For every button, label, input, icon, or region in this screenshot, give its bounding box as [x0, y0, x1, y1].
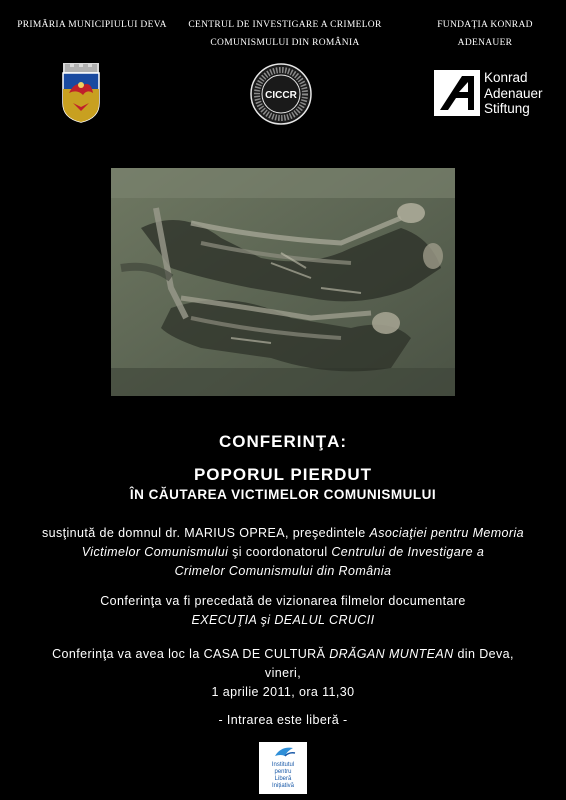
- kas-logo-line3: Stiftung: [484, 101, 530, 116]
- org-kas-label-line2: ADENAUER: [457, 38, 513, 48]
- center-name-part1: Centrului de Investigare a: [331, 545, 485, 559]
- event-date-time: 1 aprilie 2011, ora 11,30: [211, 685, 355, 699]
- venue-name: DRĂGAN MUNTEAN: [329, 647, 454, 661]
- ciccr-logo-label: CICCR: [265, 90, 297, 101]
- event-day: vineri,: [264, 666, 302, 680]
- kas-logo-line2: Adenauer: [484, 85, 543, 101]
- association-name-part2: Victimelor Comunismului: [81, 545, 229, 559]
- conference-heading: CONFERINŢA:: [218, 432, 348, 451]
- kas-logo-mark: [434, 70, 480, 116]
- ipli-line4: Inițiativă: [271, 783, 294, 789]
- venue-intro: Conferinţa va avea loc la CASA DE CULTURĂ: [52, 647, 330, 661]
- ipli-line2: pentru: [274, 769, 292, 775]
- speaker-intro: susţinută de domnul dr. MARIUS OPREA, preşedintele: [41, 526, 370, 540]
- ipli-line3: Liberă: [274, 776, 292, 782]
- kas-logo: [434, 70, 554, 118]
- venue-city: din Deva,: [453, 647, 514, 661]
- excavation-photo: [111, 168, 455, 396]
- ipli-line1: Institutul: [271, 762, 295, 768]
- speaker-role: şi coordonatorul: [228, 545, 332, 559]
- venue-paragraph: [0, 645, 566, 702]
- conference-subtitle: ÎN CĂUTAREA VICTIMELOR COMUNISMULUI: [129, 487, 437, 502]
- venue-line: [0, 645, 566, 664]
- org-primaria-deva: [12, 16, 172, 34]
- speaker-line2: [0, 543, 566, 562]
- films-intro: Conferinţa va fi precedată de vizionarea filmelor documentare: [100, 594, 466, 608]
- bird-icon: [259, 742, 307, 762]
- speaker-line1: [0, 524, 566, 543]
- org-ciccr: [185, 16, 385, 52]
- center-name-part2: Crimelor Comunismului din România: [174, 564, 392, 578]
- org-kas: [420, 16, 550, 52]
- org-ciccr-label-line2: COMUNISMULUI DIN ROMÂNIA: [210, 38, 360, 48]
- org-kas-label-line1: FUNDAȚIA KONRAD: [437, 20, 533, 30]
- org-primaria-label: PRIMĂRIA MUNICIPIULUI DEVA: [17, 20, 167, 30]
- org-ciccr-label-line1: CENTRUL DE INVESTIGARE A CRIMELOR: [188, 20, 382, 30]
- ipli-logo: [259, 742, 307, 794]
- conference-title: POPORUL PIERDUT: [193, 465, 373, 484]
- kas-logo-line1: Konrad: [484, 70, 528, 85]
- films-titles: EXECUŢIA şi DEALUL CRUCII: [191, 613, 375, 627]
- deva-coat-of-arms-logo: [61, 63, 101, 123]
- association-name-part1: Asociaţiei pentru Memoria: [369, 526, 524, 540]
- speaker-paragraph: [0, 524, 566, 581]
- films-paragraph: [0, 592, 566, 630]
- free-entry-note: - Intrarea este liberă -: [218, 713, 348, 727]
- ciccr-logo: [250, 63, 312, 125]
- speaker-line3: [0, 562, 566, 581]
